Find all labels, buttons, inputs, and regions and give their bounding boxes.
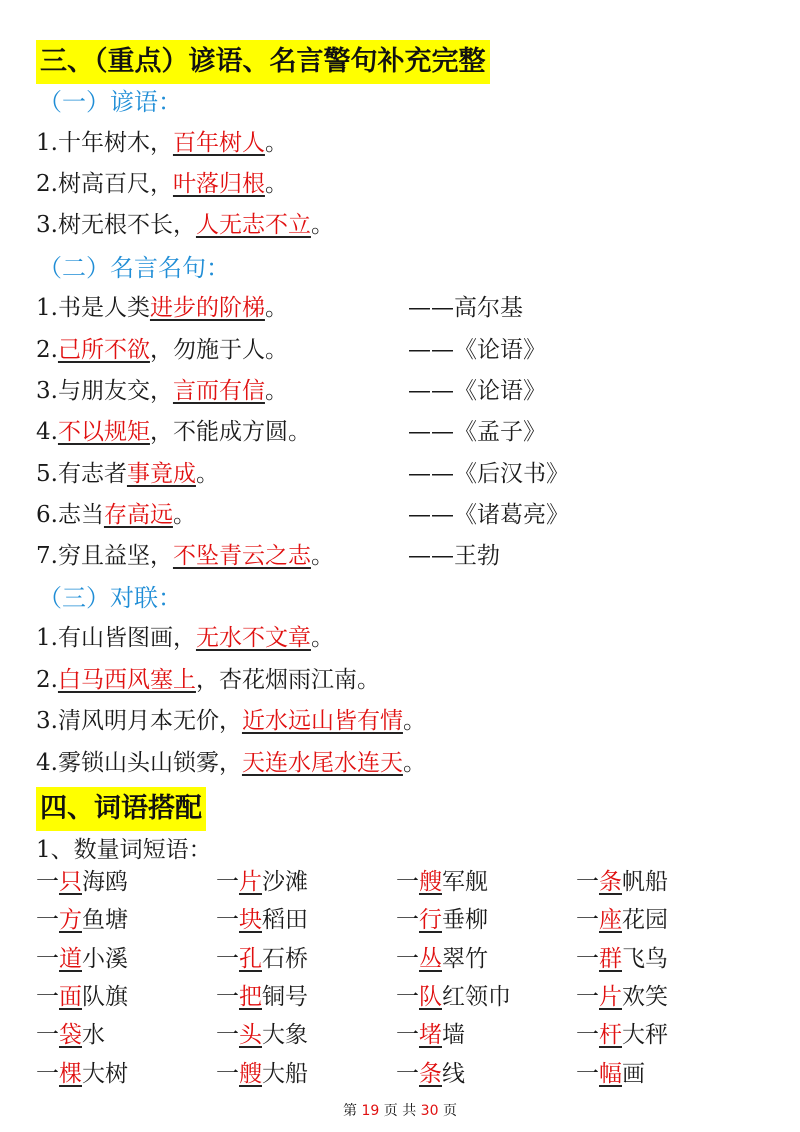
answer-text: 己所不欲 xyxy=(57,337,150,363)
answer-text: 白马西风塞上 xyxy=(57,667,196,693)
measure-word-item: 一丛翠竹 xyxy=(396,946,488,972)
quote-source: ——高尔基 xyxy=(408,295,523,321)
answer-text: 不以规矩 xyxy=(57,419,150,445)
answer-text: 进步的阶梯 xyxy=(149,295,265,321)
measure-word-item: 一面队旗 xyxy=(36,984,128,1010)
answer-text: 座 xyxy=(599,907,622,933)
measure-word-item: 一艘军舰 xyxy=(396,869,488,895)
couplets-title: （三）对联： xyxy=(38,584,182,612)
current-page-number: 19 xyxy=(361,1103,380,1119)
section3-heading: 三、（重点）谚语、名言警句补充完整 xyxy=(36,40,490,84)
measure-word-item: 一群飞鸟 xyxy=(576,946,668,972)
measure-word-item: 一只海鸥 xyxy=(36,869,128,895)
answer-text: 棵 xyxy=(59,1061,82,1087)
answer-text: 片 xyxy=(239,869,262,895)
answer-text: 孔 xyxy=(239,946,262,972)
answer-text: 块 xyxy=(239,907,262,933)
quote-line: 7.穷且益坚，不坠青云之志。 xyxy=(36,543,334,569)
proverb-line: 1.十年树木，百年树人。 xyxy=(36,130,288,156)
quote-line: 1.书是人类进步的阶梯。 xyxy=(36,295,288,321)
quote-source: ——《后汉书》 xyxy=(408,461,569,487)
measure-word-item: 一棵大树 xyxy=(36,1061,128,1087)
measure-word-item: 一座花园 xyxy=(576,907,668,933)
quote-line: 2.己所不欲，勿施于人。 xyxy=(36,337,288,363)
answer-text: 把 xyxy=(239,984,262,1010)
quote-line: 5.有志者事竟成。 xyxy=(36,461,219,487)
measure-word-item: 一条线 xyxy=(396,1061,465,1087)
measure-word-item: 一袋水 xyxy=(36,1022,105,1048)
answer-text: 道 xyxy=(59,946,82,972)
proverb-line: 3.树无根不长，人无志不立。 xyxy=(36,212,334,238)
measure-word-item: 一片沙滩 xyxy=(216,869,308,895)
measure-word-item: 一把铜号 xyxy=(216,984,308,1010)
answer-text: 面 xyxy=(59,984,82,1010)
measure-word-subtitle: 1、数量词短语： xyxy=(36,837,212,863)
measure-word-item: 一孔石桥 xyxy=(216,946,308,972)
total-page-number: 30 xyxy=(420,1103,439,1119)
measure-word-item: 一条帆船 xyxy=(576,869,668,895)
quote-source: ——《孟子》 xyxy=(408,419,546,445)
quote-line: 3.与朋友交，言而有信。 xyxy=(36,378,288,404)
answer-text: 方 xyxy=(59,907,82,933)
proverbs-title: （一）谚语： xyxy=(38,88,182,116)
measure-word-item: 一片欢笑 xyxy=(576,984,668,1010)
answer-text: 不坠青云之志 xyxy=(172,543,311,569)
answer-text: 无水不文章 xyxy=(195,625,311,651)
answer-text: 堵 xyxy=(419,1022,442,1048)
page-footer: 第 19 页 共 30 页 xyxy=(343,1103,457,1119)
measure-word-item: 一队红领巾 xyxy=(396,984,511,1010)
answer-text: 丛 xyxy=(419,946,442,972)
measure-word-item: 一幅画 xyxy=(576,1061,645,1087)
measure-word-item: 一艘大船 xyxy=(216,1061,308,1087)
measure-word-item: 一道小溪 xyxy=(36,946,128,972)
couplet-line: 1.有山皆图画，无水不文章。 xyxy=(36,625,334,651)
answer-text: 群 xyxy=(599,946,622,972)
quote-source: ——王勃 xyxy=(408,543,500,569)
answer-text: 艘 xyxy=(239,1061,262,1087)
section4-heading: 四、词语搭配 xyxy=(36,787,206,831)
answer-text: 只 xyxy=(59,869,82,895)
measure-word-item: 一头大象 xyxy=(216,1022,308,1048)
measure-word-item: 一杆大秤 xyxy=(576,1022,668,1048)
answer-text: 人无志不立 xyxy=(195,212,311,238)
couplet-line: 2.白马西风塞上，杏花烟雨江南。 xyxy=(36,667,380,693)
quote-line: 6.志当存高远。 xyxy=(36,502,196,528)
measure-word-item: 一堵墙 xyxy=(396,1022,465,1048)
answer-text: 头 xyxy=(239,1022,262,1048)
answer-text: 行 xyxy=(419,907,442,933)
answer-text: 幅 xyxy=(599,1061,622,1087)
answer-text: 艘 xyxy=(419,869,442,895)
couplet-line: 3.清风明月本无价，近水远山皆有情。 xyxy=(36,708,426,734)
answer-text: 百年树人 xyxy=(172,130,265,156)
answer-text: 队 xyxy=(419,984,442,1010)
quotes-title: （二）名言名句： xyxy=(38,254,230,282)
answer-text: 条 xyxy=(599,869,622,895)
quote-source: ——《论语》 xyxy=(408,378,546,404)
measure-word-item: 一行垂柳 xyxy=(396,907,488,933)
answer-text: 天连水尾水连天 xyxy=(241,750,403,776)
answer-text: 言而有信 xyxy=(172,378,265,404)
answer-text: 存高远 xyxy=(103,502,173,528)
proverb-line: 2.树高百尺，叶落归根。 xyxy=(36,171,288,197)
answer-text: 事竟成 xyxy=(126,461,196,487)
quote-line: 4.不以规矩，不能成方圆。 xyxy=(36,419,311,445)
answer-text: 叶落归根 xyxy=(172,171,265,197)
quote-source: ——《论语》 xyxy=(408,337,546,363)
quote-source: ——《诸葛亮》 xyxy=(408,502,569,528)
answer-text: 袋 xyxy=(59,1022,82,1048)
measure-word-item: 一方鱼塘 xyxy=(36,907,128,933)
measure-word-item: 一块稻田 xyxy=(216,907,308,933)
answer-text: 片 xyxy=(599,984,622,1010)
couplet-line: 4.雾锁山头山锁雾，天连水尾水连天。 xyxy=(36,750,426,776)
answer-text: 杆 xyxy=(599,1022,622,1048)
answer-text: 近水远山皆有情 xyxy=(241,708,403,734)
answer-text: 条 xyxy=(419,1061,442,1087)
